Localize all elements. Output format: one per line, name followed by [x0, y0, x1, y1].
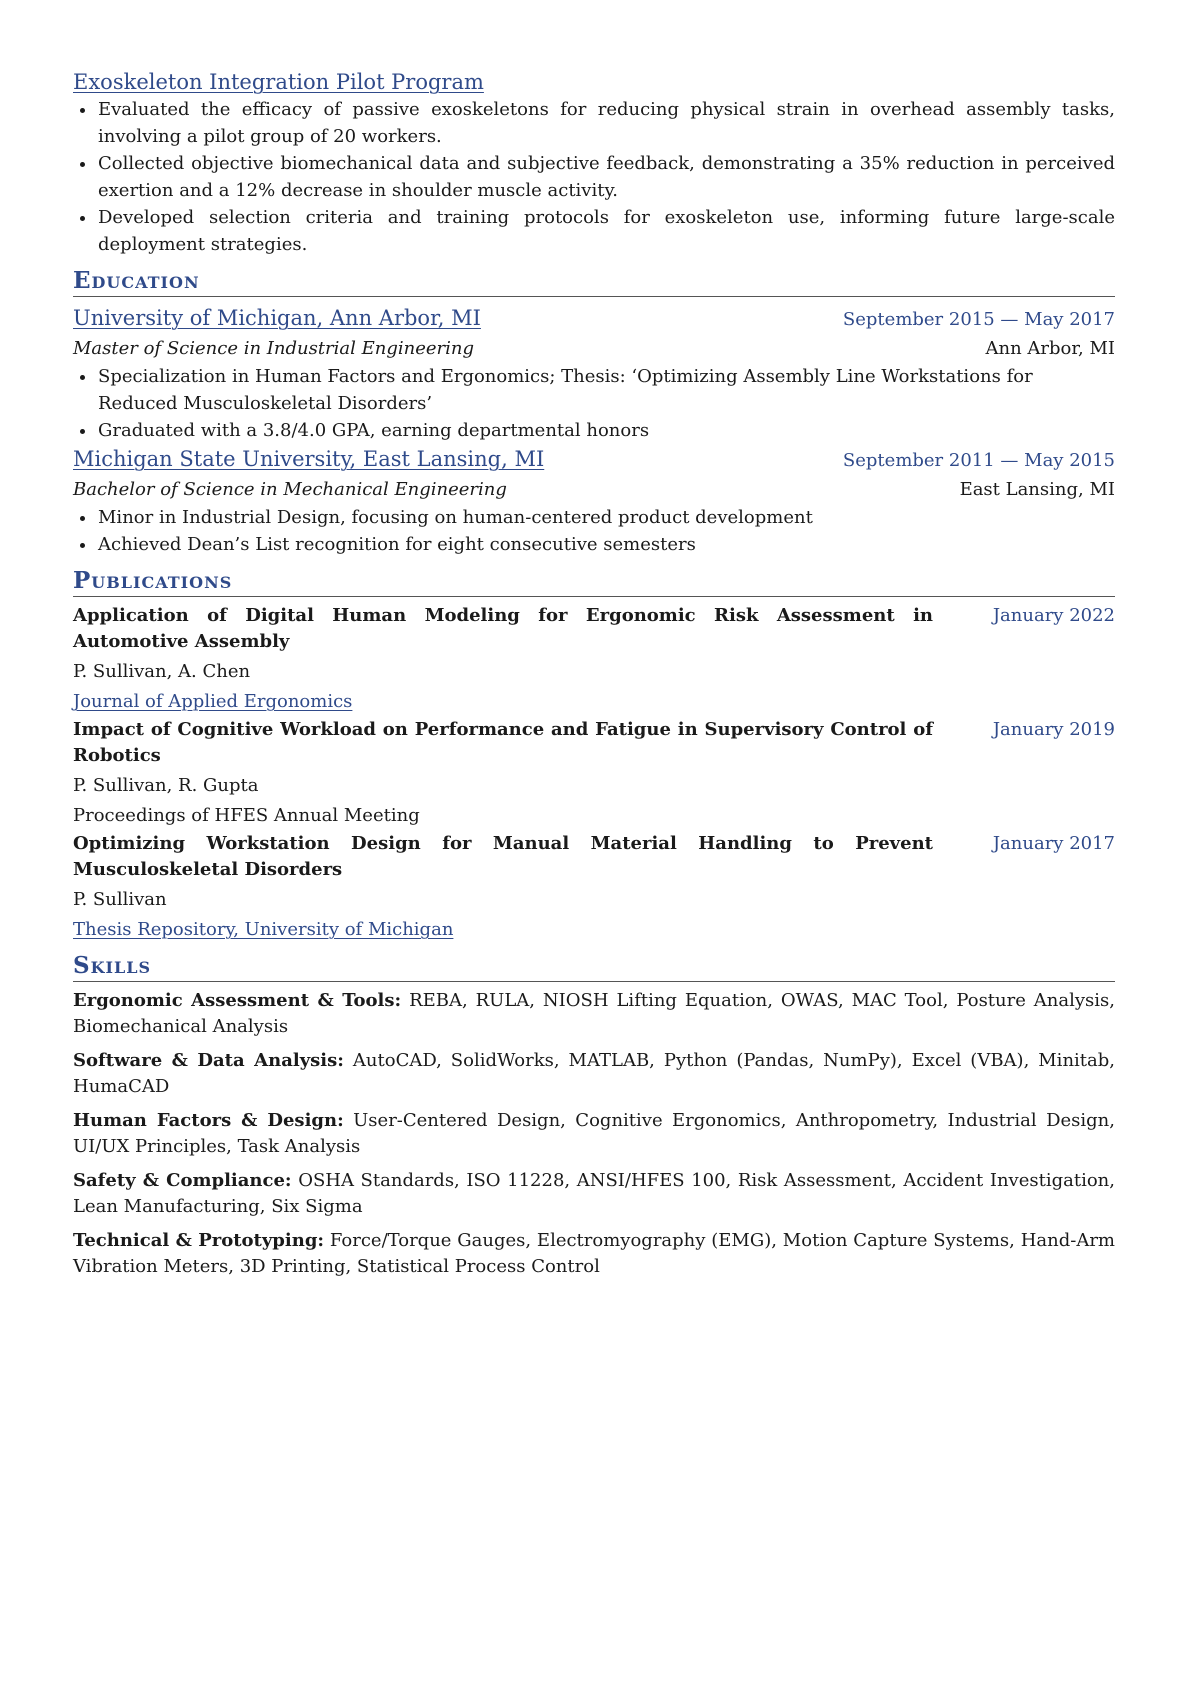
publication-date: January 2019 [992, 719, 1115, 740]
skill-label: Ergonomic Assessment & Tools: [73, 990, 402, 1011]
publications-section [73, 566, 1115, 943]
school-link[interactable]: Michigan State University, East Lansing, MI [73, 447, 545, 471]
publication-entry [73, 603, 1115, 715]
skill-row [73, 1048, 1115, 1100]
publication-venue: Proceedings of HFES Annual Meeting [73, 805, 420, 826]
skill-label: Technical & Prototyping: [73, 1230, 325, 1251]
publication-date: January 2022 [992, 605, 1115, 626]
skill-label: Software & Data Analysis: [73, 1050, 344, 1071]
skills-section [73, 951, 1115, 1280]
publication-venue-link[interactable]: Thesis Repository, University of Michigan [73, 919, 454, 940]
section-heading-skills: Skills [73, 951, 1115, 982]
publication-title: Application of Digital Human Modeling for Ergonomic Risk Assessment in Automotive Assembly [73, 605, 933, 652]
publication-authors: P. Sullivan, A. Chen [73, 661, 251, 682]
section-heading-education: Education [73, 266, 1115, 297]
publication-entry [73, 831, 1115, 943]
publication-title: Impact of Cognitive Workload on Performance and Fatigue in Supervisory Control of Robotics [73, 719, 933, 766]
education-dates: September 2011 — May 2015 [842, 450, 1115, 471]
list-item: Achieved Dean’s List recognition for eight consecutive semesters [98, 531, 1115, 558]
publication-date: January 2017 [992, 833, 1115, 854]
education-bullets [73, 504, 1115, 558]
degree: Bachelor of Science in Mechanical Engineering [73, 479, 507, 500]
project-block [73, 68, 1115, 258]
publication-authors: P. Sullivan [73, 889, 167, 910]
education-location: Ann Arbor, MI [985, 338, 1115, 359]
skill-row [73, 1108, 1115, 1160]
skill-label: Human Factors & Design: [73, 1110, 344, 1131]
list-item: Minor in Industrial Design, focusing on human-centered product development [98, 504, 1115, 531]
publication-title: Optimizing Workstation Design for Manual Material Handling to Prevent Musculoskeletal Disorders [73, 833, 933, 880]
skill-text: Force/Torque Gauges, Electromyography (EMG), Motion Capture Systems, Hand-Arm Vibration Meters, 3D Printing, Statistical Process Control [73, 1230, 1116, 1277]
school-link[interactable]: University of Michigan, Ann Arbor, MI [73, 306, 481, 330]
skill-text: REBA, RULA, NIOSH Lifting Equation, OWAS, MAC Tool, Posture Analysis, Biomechanical Analysis [73, 990, 1116, 1037]
skill-text: User-Centered Design, Cognitive Ergonomics, Anthropometry, Industrial Design, UI/UX Principles, Task Analysis [73, 1110, 1115, 1157]
skill-text: AutoCAD, SolidWorks, MATLAB, Python (Pandas, NumPy), Excel (VBA), Minitab, HumaCAD [73, 1050, 1115, 1097]
list-item: Collected objective biomechanical data and subjective feedback, demonstrating a 35% reduction in perceived exertion and a 12% decrease in shoulder muscle activity. [98, 150, 1115, 204]
education-entry [73, 303, 1115, 444]
list-item: Graduated with a 3.8/4.0 GPA, earning departmental honors [98, 417, 1115, 444]
publication-venue-link[interactable]: Journal of Applied Ergonomics [73, 691, 353, 712]
skill-row [73, 988, 1115, 1040]
skill-label: Safety & Compliance: [73, 1170, 292, 1191]
list-item: Evaluated the efficacy of passive exoskeletons for reducing physical strain in overhead assembly tasks, involving a pilot group of 20 workers. [98, 96, 1115, 150]
section-heading-publications: Publications [73, 566, 1115, 597]
skill-row [73, 1228, 1115, 1280]
skill-text: OSHA Standards, ISO 11228, ANSI/HFES 100, Risk Assessment, Accident Investigation, Lean Manufacturing, Six Sigma [73, 1170, 1115, 1217]
education-section [73, 266, 1115, 558]
education-entry [73, 444, 1115, 558]
list-item: Specialization in Human Factors and Ergonomics; Thesis: ‘Optimizing Assembly Line Workstations for Reduced Musculoskeletal Disorders’ [98, 363, 1115, 417]
degree: Master of Science in Industrial Engineering [73, 338, 475, 359]
project-bullets [73, 96, 1115, 258]
list-item: Developed selection criteria and training protocols for exoskeleton use, informing future large-scale deployment strategies. [98, 204, 1115, 258]
project-title-link[interactable]: Exoskeleton Integration Pilot Program [73, 70, 484, 94]
education-bullets [73, 363, 1115, 444]
education-location: East Lansing, MI [959, 479, 1115, 500]
education-dates: September 2015 — May 2017 [842, 309, 1115, 330]
publication-entry [73, 717, 1115, 829]
skill-row [73, 1168, 1115, 1220]
publication-authors: P. Sullivan, R. Gupta [73, 775, 259, 796]
